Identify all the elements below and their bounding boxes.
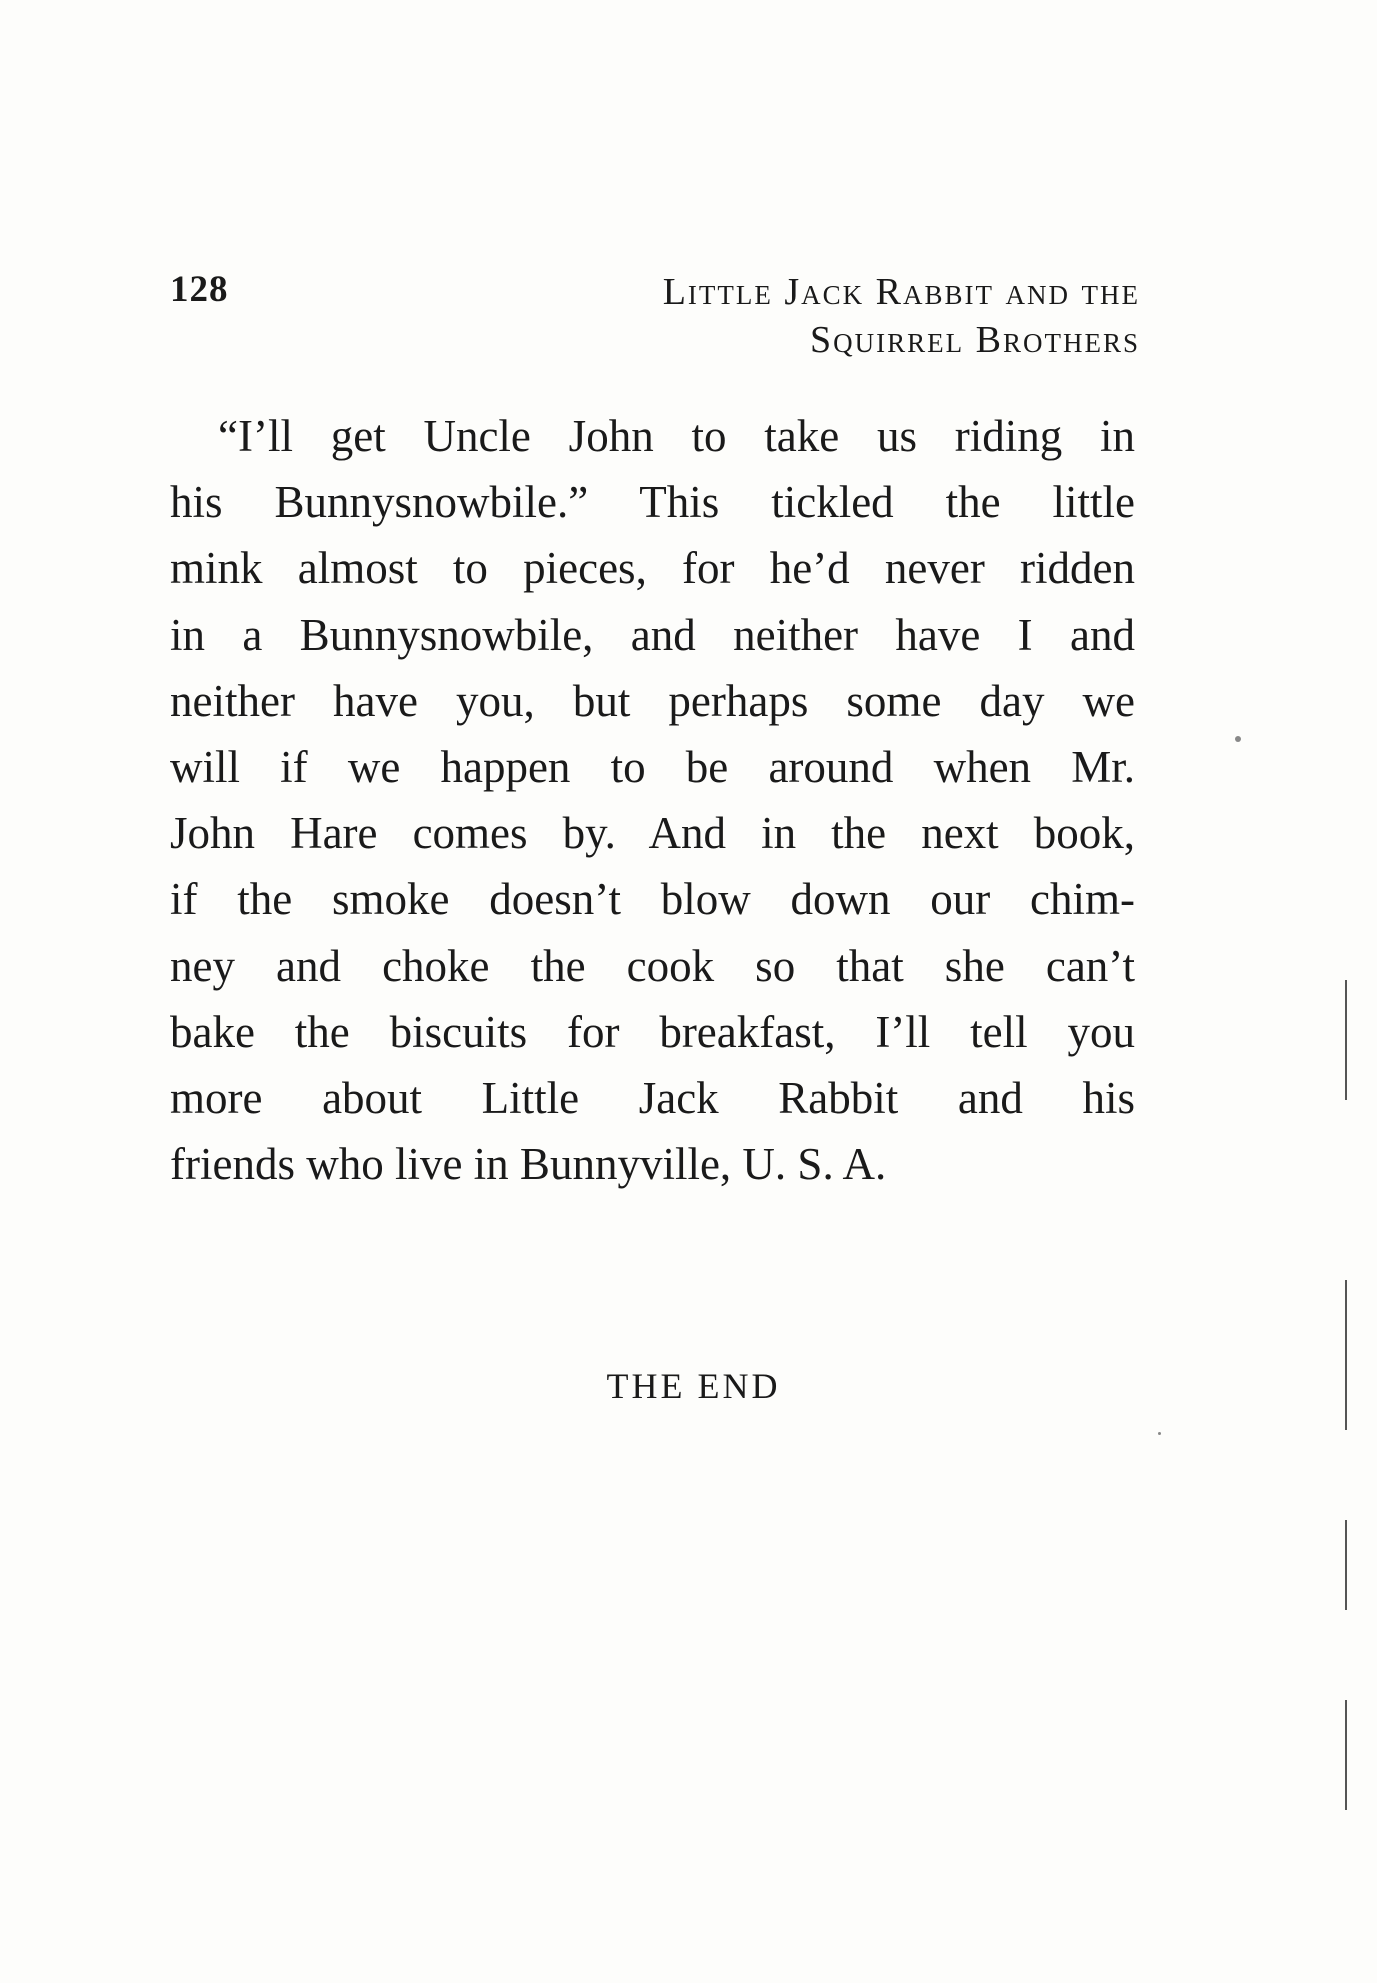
edge-mark — [1345, 1700, 1347, 1810]
text-line: John Hare comes by. And in the next book, — [170, 808, 1135, 859]
edge-mark — [1345, 1520, 1347, 1610]
running-title-line-1: Little Jack Rabbit and the — [662, 271, 1140, 313]
running-title-line-2: Squirrel Brothers — [810, 319, 1140, 361]
page-number: 128 — [170, 269, 229, 310]
text-line: “I’ll get Uncle John to take us riding in — [218, 411, 1135, 461]
body-paragraph — [170, 403, 1135, 1197]
text-line: mink almost to pieces, for he’d never ridden — [170, 543, 1135, 594]
text-line: ney and choke the cook so that she can’t — [170, 940, 1135, 991]
text-line: friends who live in Bunnyville, U. S. A. — [170, 1139, 887, 1190]
text-line: more about Little Jack Rabbit and his — [170, 1072, 1135, 1123]
edge-mark — [1345, 1280, 1347, 1430]
text-line: his Bunnysnowbile.” This tickled the little — [170, 477, 1135, 528]
text-line: in a Bunnysnowbile, and neither have I and — [170, 609, 1135, 660]
running-title — [663, 268, 1140, 364]
page-edge-shadow — [1337, 980, 1355, 1920]
text-line: neither have you, but perhaps some day we — [170, 675, 1135, 726]
edge-mark — [1345, 980, 1347, 1100]
text-line: will if we happen to be around when Mr. — [170, 741, 1135, 792]
ink-speck — [1158, 1432, 1161, 1435]
text-line: bake the biscuits for breakfast, I’ll tell you — [170, 1006, 1135, 1057]
the-end-label: THE END — [606, 1366, 781, 1406]
running-header — [170, 268, 1140, 368]
ink-speck — [1235, 736, 1241, 742]
text-line: if the smoke doesn’t blow down our chim- — [170, 874, 1135, 925]
